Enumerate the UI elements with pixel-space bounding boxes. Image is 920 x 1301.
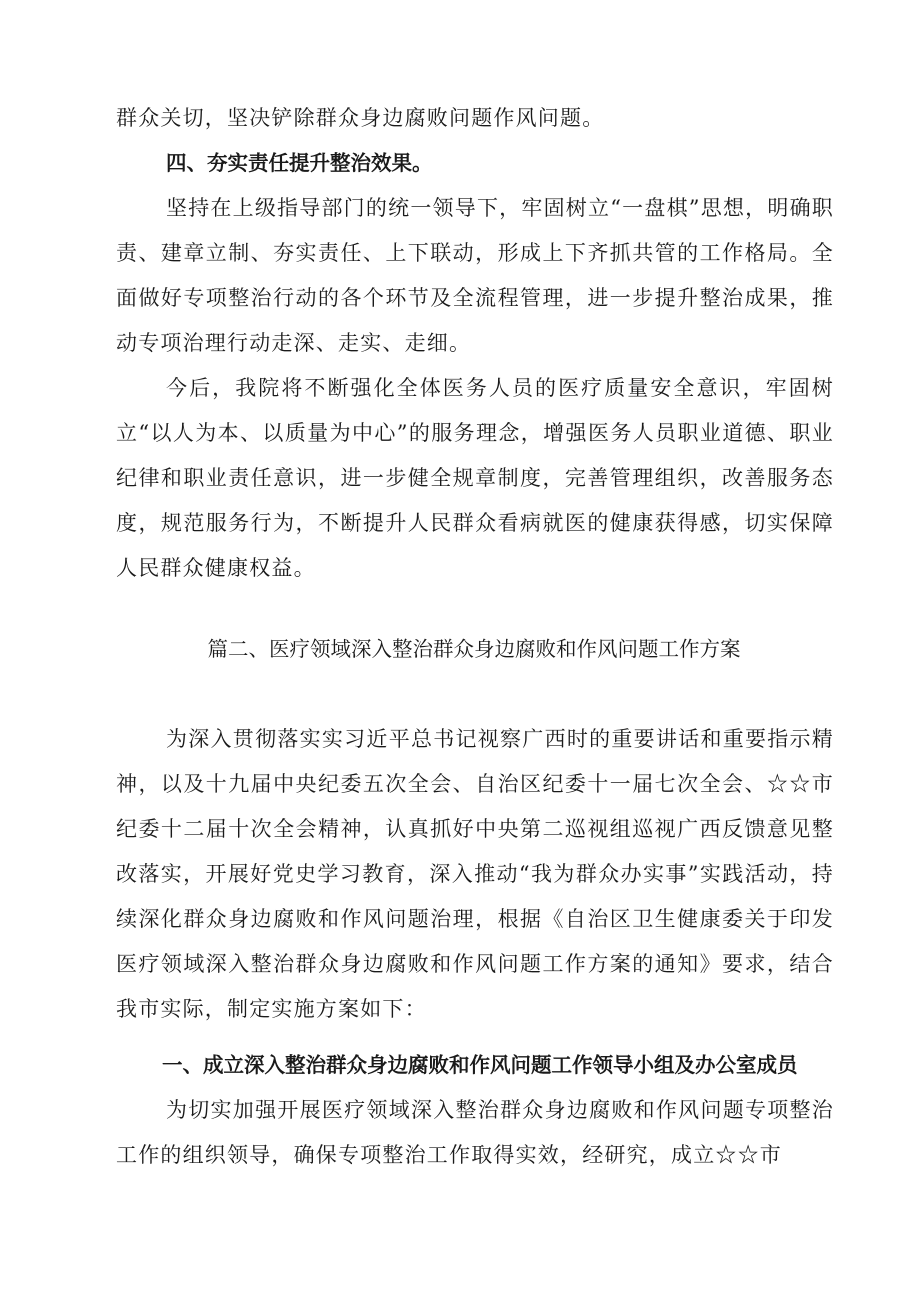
paragraph-section-four: 坚持在上级指导部门的统一领导下，牢固树立“一盘棋”思想，明确职责、建章立制、夯实责任、上下联动，形成上下齐抓共管的工作格局。全面做好专项整治行动的各个环节及全流程管理，进一步提升整治成果，推动专项治理行动走深、走实、走细。 [116,196,834,355]
heading-section-four: 四、夯实责任提升整治效果。 [166,151,433,175]
paragraph-intro: 为深入贯彻落实实习近平总书记视察广西时的重要讲话和重要指示精神，以及十九届中央纪委五次全会、自治区纪委十一届七次全会、☆☆市纪委十二届十次全会精神，认真抓好中央第二巡视组巡视广西反馈意见整改落实，开展好党史学习教育，深入推动“我为群众办实事”实践活动，持续深化群众身边腐败和作风问题治理，根据《自治区卫生健康委关于印发医疗领域深入整治群众身边腐败和作风问题工作方案的通知》要求，结合我市实际，制定实施方案如下： [116,727,834,1021]
paragraph-future-outlook: 今后，我院将不断强化全体医务人员的医疗质量安全意识，牢固树立“以人为本、以质量为中心”的服务理念，增强医务人员职业道德、职业纪律和职业责任意识，进一步健全规章制度，完善管理组织，改善服务态度，规范服务行为，不断提升人民群众看病就医的健康获得感，切实保障人民群众健康权益。 [116,376,834,580]
paragraph-section-one: 为切实加强开展医疗领域深入整治群众身边腐败和作风问题专项整治工作的组织领导，确保专项整治工作取得实效，经研究，成立☆☆市 [116,1098,834,1167]
heading-section-one: 一、成立深入整治群众身边腐败和作风问题工作领导小组及办公室成员 [162,1053,798,1077]
section-two-title: 篇二、医疗领域深入整治群众身边腐败和作风问题工作方案 [207,637,741,661]
paragraph-continuation: 群众关切，坚决铲除群众身边腐败问题作风问题。 [116,106,605,130]
